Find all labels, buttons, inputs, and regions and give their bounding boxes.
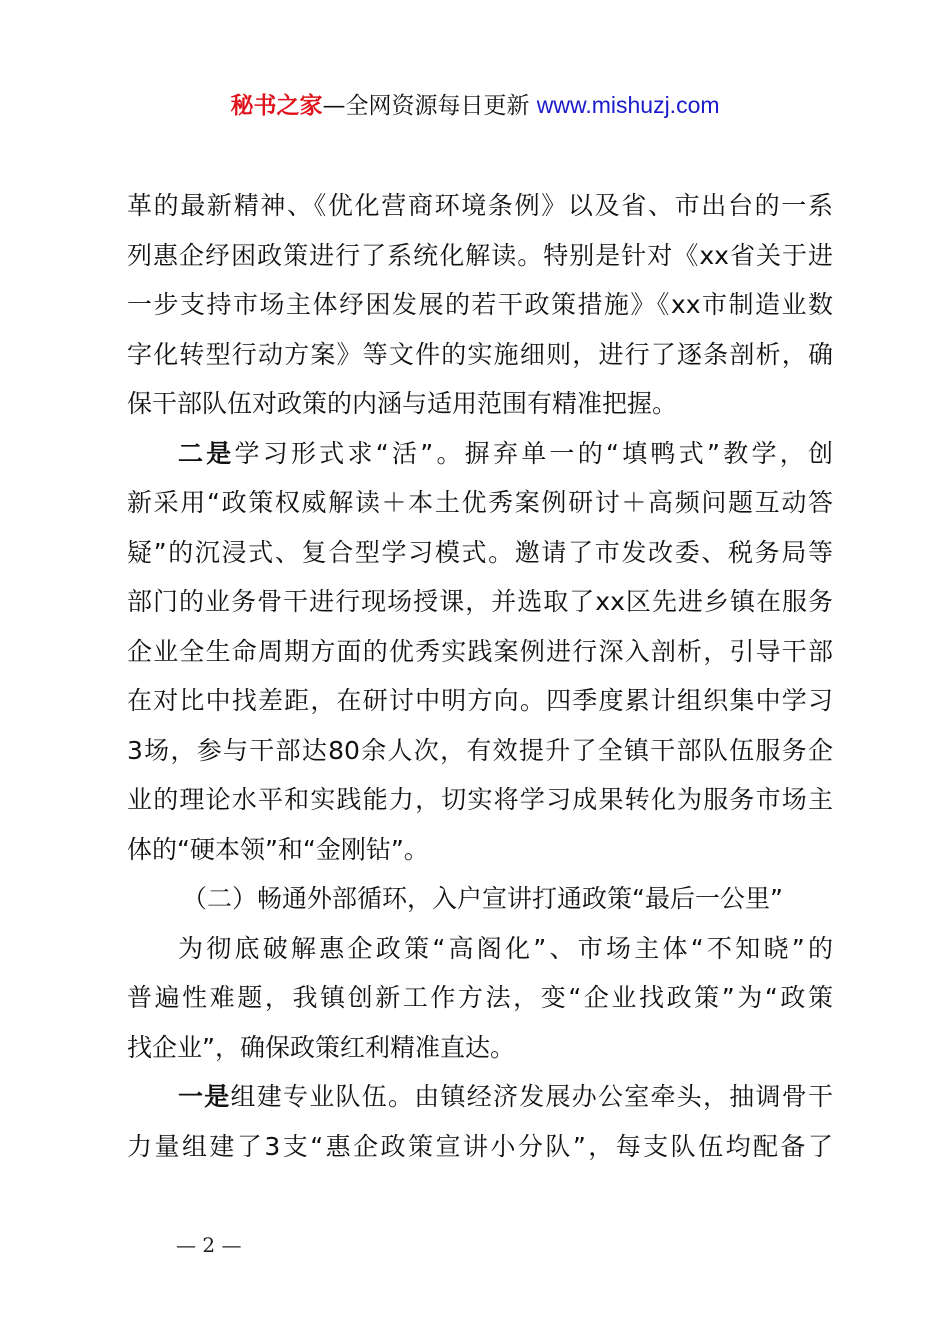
page-number: — 2 — xyxy=(176,1233,242,1257)
body-line: 力量组建了3支“惠企政策宣讲小分队”，每支队伍均配备了 xyxy=(127,1131,833,1161)
body-line: 业的理论水平和实践能力，切实将学习成果转化为服务市场主 xyxy=(127,785,833,814)
body-line: 在对比中找差距，在研讨中明方向。四季度累计组织集中学习 xyxy=(127,686,833,715)
page-header xyxy=(0,88,950,123)
paragraph-text: 学习形式求“活”。摒弃单一的“填鸭式”教学，创 xyxy=(234,438,833,468)
paragraph-first-line: 为彻底破解惠企政策“高阁化”、市场主体“不知晓”的 xyxy=(178,933,833,963)
body-line: 一步支持市场主体纾困发展的若干政策措施》《xx市制造业数 xyxy=(127,290,833,319)
body-line: 体的“硬本领”和“金刚钻”。 xyxy=(127,834,429,864)
body-line: 疑”的沉浸式、复合型学习模式。邀请了市发改委、税务局等 xyxy=(127,537,833,567)
body-line: 找企业”，确保政策红利精准直达。 xyxy=(127,1032,515,1062)
body-line: 3场，参与干部达80余人次，有效提升了全镇干部队伍服务企 xyxy=(127,735,833,765)
body-line: 列惠企纾困政策进行了系统化解读。特别是针对《xx省关于进 xyxy=(127,240,833,270)
paragraph-text: 组建专业队伍。由镇经济发展办公室牵头，抽调骨干 xyxy=(230,1082,833,1111)
brand-name: 秘书之家 xyxy=(230,93,323,119)
body-line: 字化转型行动方案》等文件的实施细则，进行了逐条剖析，确 xyxy=(127,339,833,369)
section-subheading: （二）畅通外部循环，入户宣讲打通政策“最后一公里” xyxy=(182,884,783,913)
paragraph-first-line xyxy=(127,1072,833,1122)
body-line: 企业全生命周期方面的优秀实践案例进行深入剖析，引导干部 xyxy=(127,636,833,666)
body-line: 普遍性难题，我镇创新工作方法，变“企业找政策”为“政策 xyxy=(127,983,833,1012)
body-line: 部门的业务骨干进行现场授课，并选取了xx区先进乡镇在服务 xyxy=(127,587,833,616)
body-line: 革的最新精神、《优化营商环境条例》以及省、市出台的一系 xyxy=(127,191,833,220)
paragraph-first-line xyxy=(127,429,833,479)
body-line: 保干部队伍对政策的内涵与适用范围有精准把握。 xyxy=(127,389,678,418)
header-url[interactable]: www.mishuzj.com xyxy=(536,92,720,118)
paragraph-lead: 一是 xyxy=(178,1082,231,1111)
paragraph-lead: 二是 xyxy=(178,438,235,468)
body-line: 新采用“政策权威解读＋本土优秀案例研讨＋高频问题互动答 xyxy=(127,488,833,517)
header-tagline: —全网资源每日更新 xyxy=(322,93,530,119)
document-body xyxy=(127,181,833,1171)
